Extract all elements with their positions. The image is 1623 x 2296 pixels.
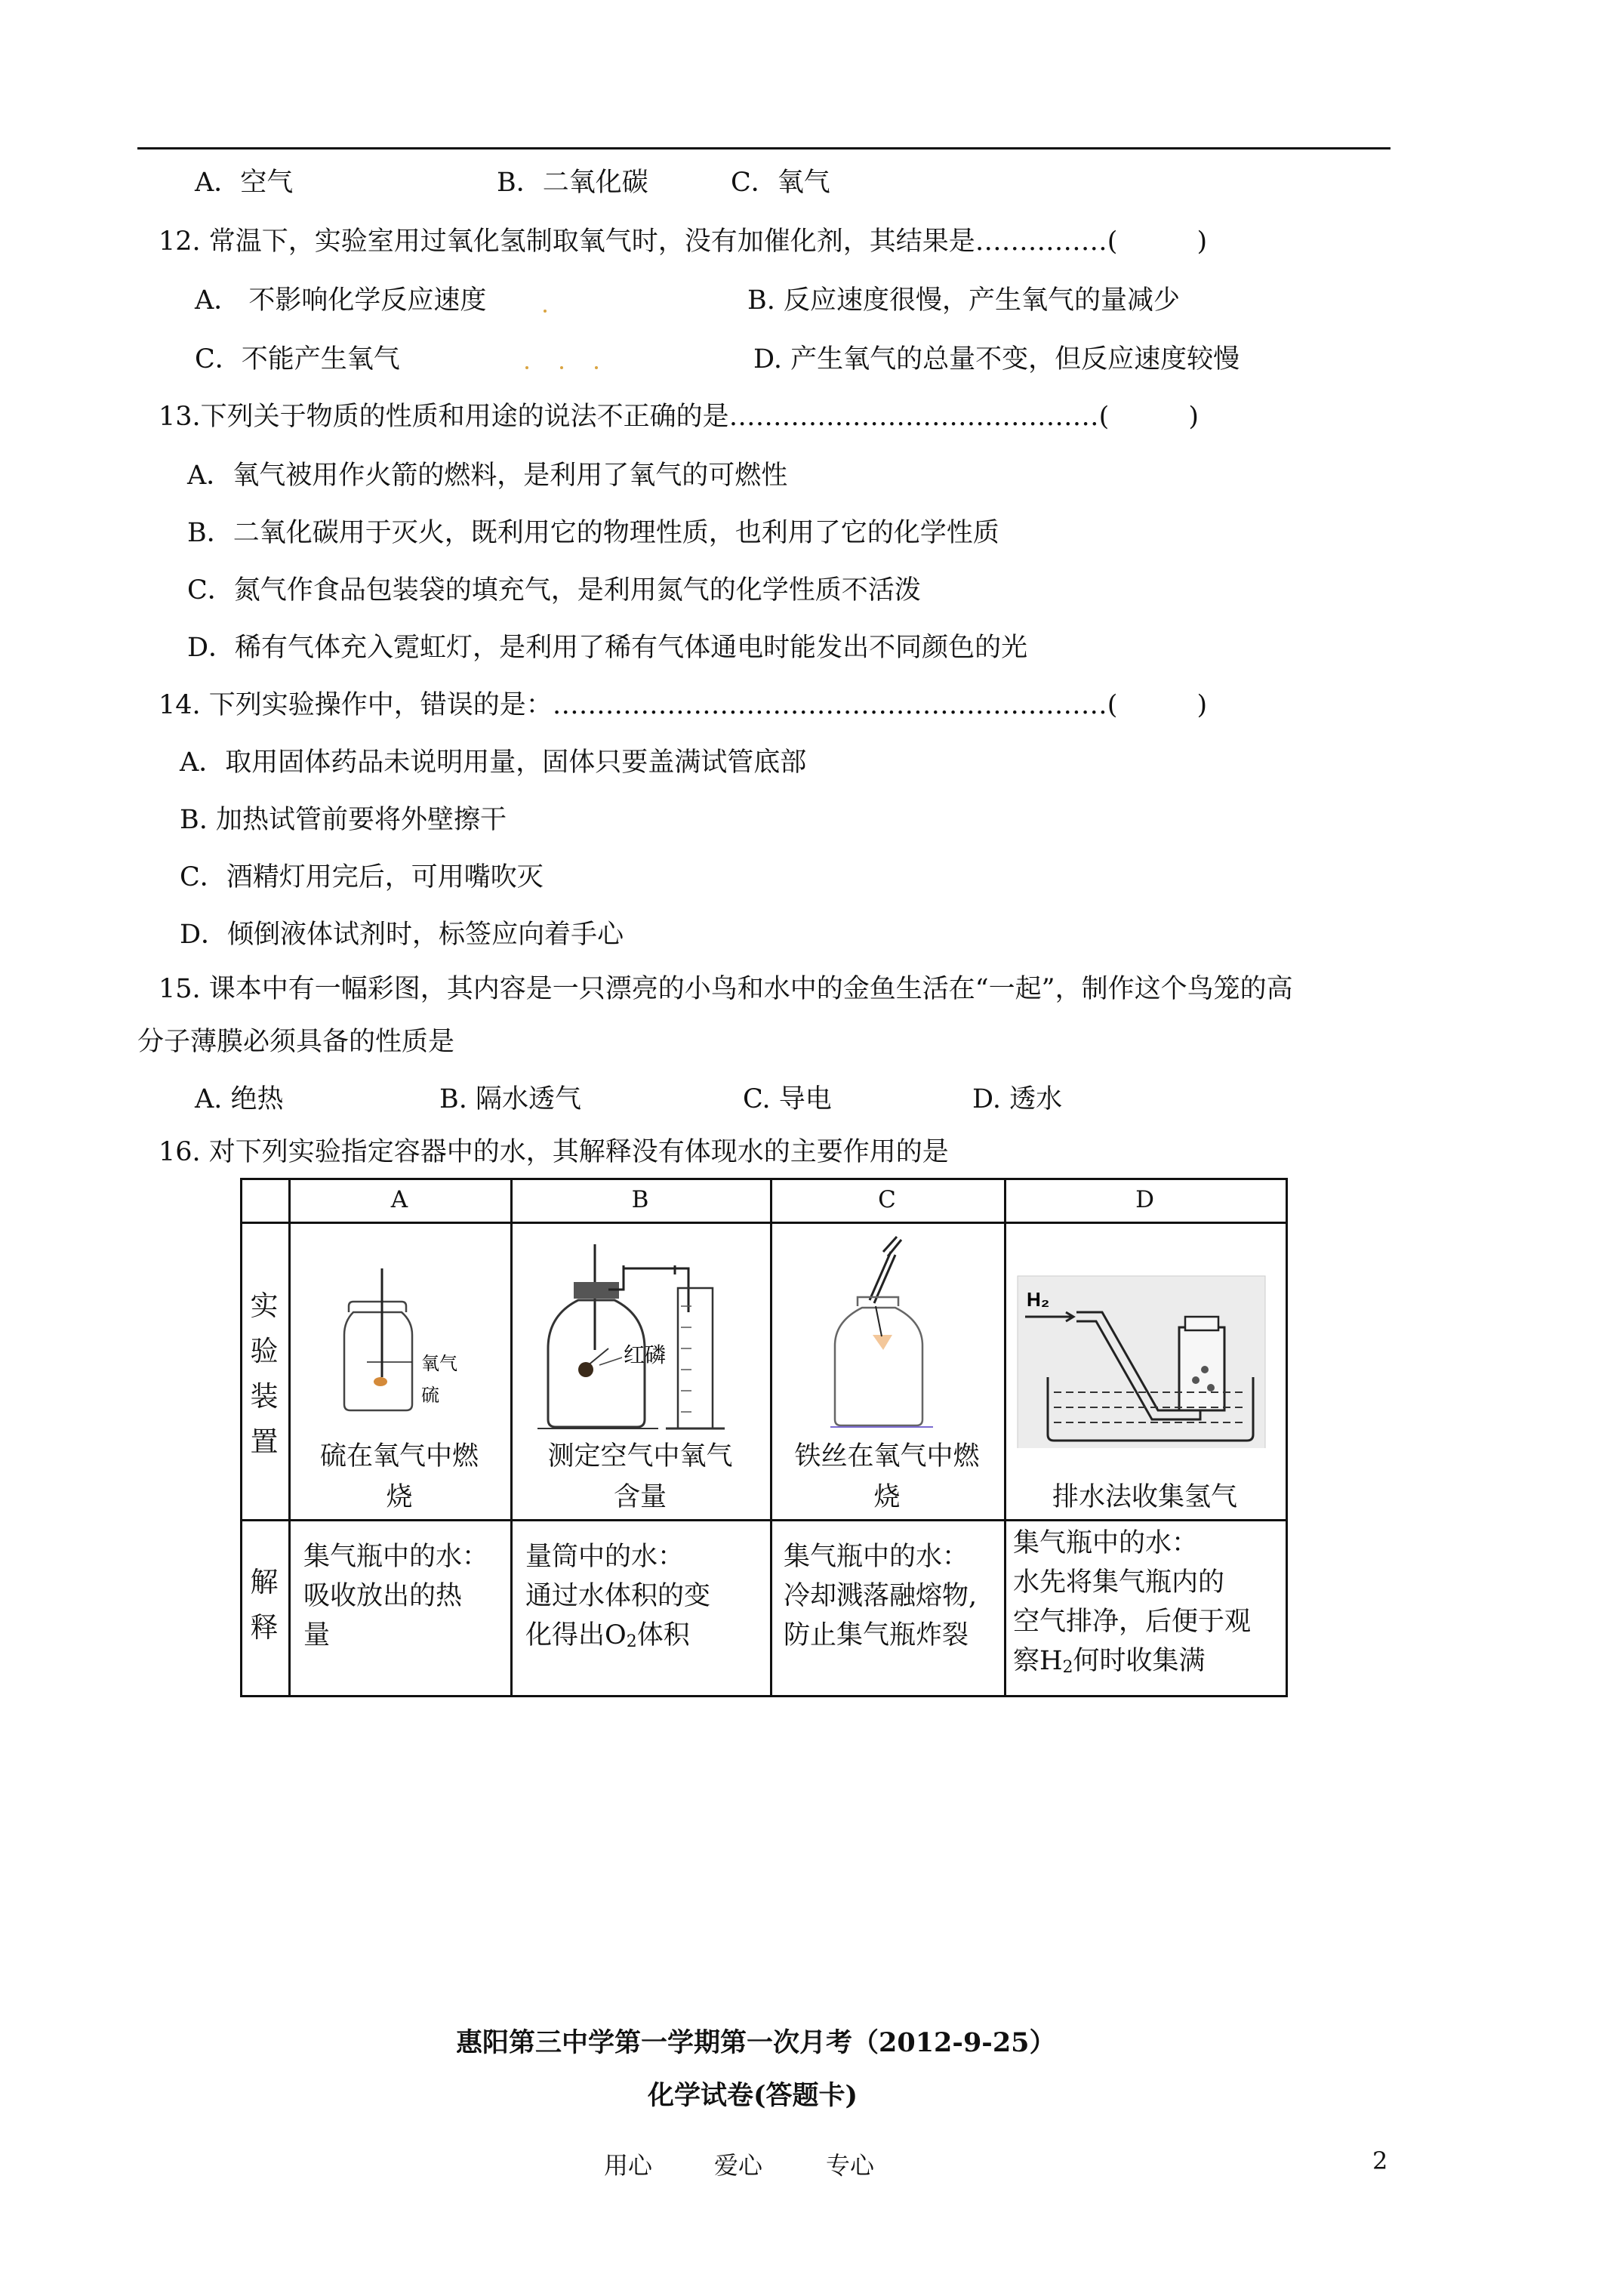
q14-option-a: A．取用固体药品未说明用量，固体只要盖满试管底部 [180,747,807,778]
q14-option-b: B. 加热试管前要将外壁擦干 [180,805,507,835]
label-red-phosphorus: 红磷 [624,1343,667,1367]
scan-speck [544,310,547,313]
footer-motto-2: 爱心 [714,2151,763,2180]
q15-option-b: B. 隔水透气 [439,1084,581,1114]
q15-stem-line2: 分子薄膜必须具备的性质是 [137,1027,455,1057]
q13-option-b: B．二氧化碳用于灭火，既利用它的物理性质，也利用了它的化学性质 [187,518,999,548]
figure-b-air-oxygen-measurement [510,1222,770,1448]
col-header-a: A [390,1186,408,1213]
table-border [240,1695,1288,1697]
page-number: 2 [1372,2147,1388,2175]
q13-option-a: A．氧气被用作火箭的燃料，是利用了氧气的可燃性 [187,461,788,491]
label-h2: H₂ [1027,1288,1050,1311]
q12-option-c: C．不能产生氧气 [195,344,400,374]
q15-option-d: D. 透水 [972,1084,1063,1114]
q12-option-d: D. 产生氧气的总量不变，但反应速度较慢 [753,344,1240,374]
scan-speck [560,366,563,369]
col-header-b: B [631,1186,649,1213]
q11-option-c: C．氧气 [731,168,830,198]
q12-option-b: B. 反应速度很慢，产生氧气的量减少 [747,285,1180,316]
q14-option-c: C．酒精灯用完后，可用嘴吹灭 [180,862,544,892]
q16-stem: 16. 对下列实验指定容器中的水，其解释没有体现水的主要作用的是 [159,1137,949,1167]
desc-a: 硫在氧气中燃 烧 [319,1441,479,1512]
row-header-apparatus: 实 验 装 置 [250,1290,279,1458]
q15-stem-line1: 15. 课本中有一幅彩图，其内容是一只漂亮的小鸟和水中的金鱼生活在“一起”，制作这个鸟笼的高 [159,974,1293,1004]
table-border [1286,1178,1288,1697]
col-header-d: D [1135,1186,1154,1213]
header-rule [137,147,1390,149]
q12-stem: 12. 常温下，实验室用过氧化氢制取氧气时，没有加催化剂，其结果是……………( ) [159,227,1208,257]
explanation-b: 量筒中的水： 通过水体积的变 化得出O2体积 [525,1542,711,1651]
q14-option-d: D．倾倒液体试剂时，标签应向着手心 [180,920,624,950]
q11-option-b: B．二氧化碳 [497,168,648,198]
q11-option-a: A．空气 [195,168,294,198]
q16-table [240,1178,1288,1697]
label-oxygen: 氧气 [421,1354,457,1374]
q13-stem: 13.下列关于物质的性质和用途的说法不正确的是……………………………………( ) [159,402,1199,432]
figure-c-iron-wire-burning [770,1222,1004,1448]
desc-d: 排水法收集氢气 [1052,1482,1237,1512]
q13-option-d: D．稀有气体充入霓虹灯，是利用了稀有气体通电时能发出不同颜色的光 [187,633,1028,663]
table-border [240,1519,1288,1521]
desc-c: 铁丝在氧气中燃 烧 [794,1441,980,1512]
figure-a-sulfur-burning [288,1222,510,1448]
answer-sheet-title: 惠阳第三中学第一学期第一次月考（2012-9-25） [456,2027,1056,2058]
q14-stem: 14. 下列实验操作中，错误的是：………………………………………………………( ) [159,690,1208,720]
footer-motto-1: 用心 [604,2151,653,2180]
q13-option-c: C．氮气作食品包装袋的填充气，是利用氮气的化学性质不活泼 [187,575,921,606]
answer-sheet-subtitle: 化学试卷(答题卡) [648,2080,858,2111]
explanation-d: 集气瓶中的水： 水先将集气瓶内的 空气排净，后便于观 察H2何时收集满 [1013,1528,1252,1677]
footer-motto-3: 专心 [826,2151,875,2180]
explanation-c: 集气瓶中的水： 冷却溅落融熔物, 防止集气瓶炸裂 [784,1542,978,1650]
q15-option-a: A. 绝热 [195,1084,284,1114]
q15-option-c: C. 导电 [743,1084,832,1114]
col-header-c: C [878,1186,896,1213]
q12-option-a: A． 不影响化学反应速度 [195,285,487,316]
scan-speck [525,366,528,369]
row-header-explanation: 解 释 [250,1566,279,1644]
desc-b: 测定空气中氧气 含量 [547,1441,733,1512]
scan-speck [595,366,598,369]
explanation-a: 集气瓶中的水： 吸收放出的热 量 [303,1542,489,1650]
figure-d-hydrogen-collection [1004,1222,1286,1448]
label-sulfur: 硫 [421,1385,439,1406]
